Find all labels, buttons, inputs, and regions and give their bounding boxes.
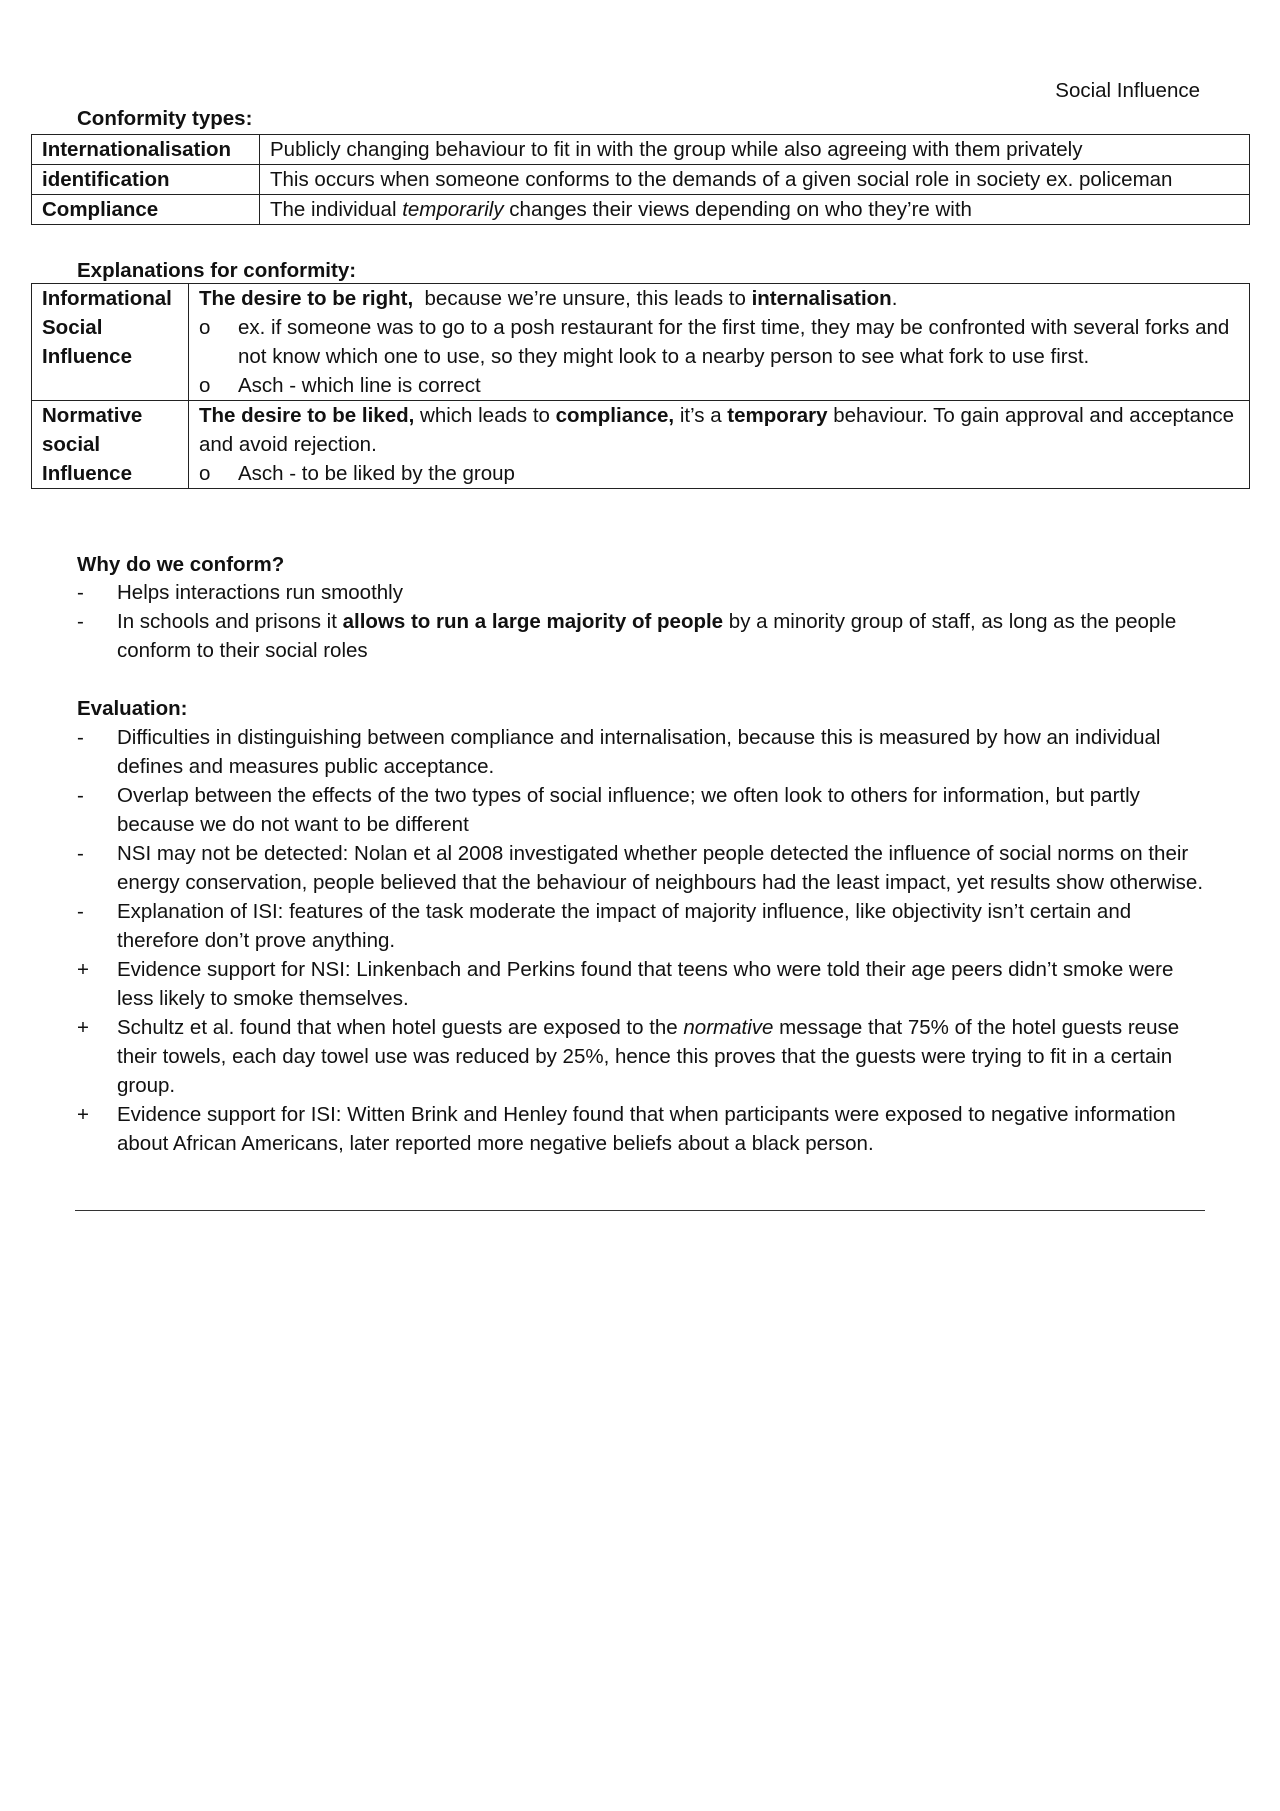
- explanation-lead: [199, 401, 1239, 459]
- definition-cell: [260, 195, 1250, 225]
- list-item: [199, 459, 1239, 488]
- bullet-text: Asch - to be liked by the group: [238, 462, 515, 485]
- table-row: [32, 165, 1250, 195]
- bullet-text: ex. if someone was to go to a posh restaurant for the first time, they may be confronted with several forks and not know which one to use, so they might look to a nearby person to see what fork to use first.: [238, 316, 1230, 368]
- plain-text: .: [891, 287, 898, 310]
- list-marker: -: [77, 581, 84, 604]
- item-text: by a minority group of staff, as long as the people conform to their social roles: [117, 610, 1177, 662]
- list-item: [199, 371, 1239, 400]
- list-marker: -: [77, 726, 84, 749]
- term-cell: identification: [32, 165, 260, 195]
- list-item: [77, 1100, 1207, 1158]
- table-row: [32, 135, 1250, 165]
- list-item: [77, 1013, 1207, 1100]
- item-text: In schools and prisons it: [117, 610, 343, 633]
- item-text: Evidence support for ISI: Witten Brink and Henley found that when participants were exposed to negative information about African Americans, later reported more negative beliefs about a black person.: [117, 1103, 1176, 1155]
- evaluation-heading: Evaluation:: [77, 697, 188, 720]
- list-marker: +: [77, 958, 89, 981]
- list-marker: -: [77, 900, 84, 923]
- term-cell: Compliance: [32, 195, 260, 225]
- list-item: [77, 607, 1207, 665]
- bullet-text: Asch - which line is correct: [238, 374, 481, 397]
- bold-text: The desire to be liked,: [199, 404, 415, 427]
- item-text: Difficulties in distinguishing between compliance and internalisation, because this is measured by how an individual defines and measures public acceptance.: [117, 726, 1161, 778]
- evaluation-list: [77, 723, 1207, 1158]
- term-cell: Normative social Influence: [32, 401, 189, 489]
- explanation-cell: [189, 401, 1250, 489]
- explanation-lead: [199, 284, 1239, 313]
- conformity-types-heading: Conformity types:: [77, 107, 253, 130]
- definition-cell: This occurs when someone conforms to the demands of a given social role in society ex. policeman: [260, 165, 1250, 195]
- list-item: [199, 313, 1239, 371]
- list-item: [77, 723, 1207, 781]
- list-item: [77, 897, 1207, 955]
- why-list: [77, 578, 1207, 665]
- plain-text: which leads to: [414, 404, 556, 427]
- list-marker: +: [77, 1016, 89, 1039]
- list-item: [77, 781, 1207, 839]
- why-heading: Why do we conform?: [77, 553, 285, 576]
- term-cell: Internationalisation: [32, 135, 260, 165]
- explanations-heading: Explanations for conformity:: [77, 259, 357, 282]
- table-row: [32, 284, 1250, 401]
- item-text: message that 75% of the hotel guests reuse their towels, each day towel use was reduced by 25%, hence this proves that the guests were trying to fit in a certain group.: [117, 1016, 1180, 1097]
- emphasis-text: normative: [683, 1016, 774, 1039]
- item-text: Overlap between the effects of the two types of social influence; we often look to others for information, but partly because we do not want to be different: [117, 784, 1140, 836]
- horizontal-rule: [75, 1210, 1205, 1211]
- item-text: Helps interactions run smoothly: [117, 581, 403, 604]
- item-text: Evidence support for NSI: Linkenbach and Perkins found that teens who were told their age peers didn’t smoke were less likely to smoke themselves.: [117, 958, 1174, 1010]
- list-item: [77, 839, 1207, 897]
- list-marker: -: [77, 842, 84, 865]
- bold-text: internalisation: [751, 287, 892, 310]
- bold-text: temporary: [727, 404, 828, 427]
- definition-cell: Publicly changing behaviour to fit in with the group while also agreeing with them privately: [260, 135, 1250, 165]
- plain-text: behaviour. To gain approval and acceptance and avoid rejection.: [199, 404, 1235, 456]
- list-marker: -: [77, 784, 84, 807]
- term-cell: Informational Social Influence: [32, 284, 189, 401]
- bullet-marker: o: [199, 374, 211, 397]
- explanation-cell: [189, 284, 1250, 401]
- running-header: Social Influence: [1055, 79, 1200, 102]
- bullet-marker: o: [199, 462, 211, 485]
- list-marker: +: [77, 1103, 89, 1126]
- table-row: [32, 195, 1250, 225]
- plain-text: it’s a: [674, 404, 728, 427]
- bullet-marker: o: [199, 316, 211, 339]
- item-text: Explanation of ISI: features of the task moderate the impact of majority influence, like objectivity isn’t certain and therefore don’t prove anything.: [117, 900, 1132, 952]
- explanations-table: [31, 283, 1250, 489]
- item-text: NSI may not be detected: Nolan et al 2008 investigated whether people detected the influence of social norms on their energy conservation, people believed that the behaviour of neighbours had the least impact, yet results show otherwise.: [117, 842, 1204, 894]
- list-marker: -: [77, 610, 84, 633]
- bold-text: The desire to be right,: [199, 287, 414, 310]
- list-item: [77, 955, 1207, 1013]
- definition-text: The individual: [270, 198, 403, 221]
- bold-text: compliance,: [555, 404, 675, 427]
- bold-text: allows to run a large majority of people: [342, 610, 724, 633]
- definition-text: changes their views depending on who they’re with: [503, 198, 972, 221]
- item-text: Schultz et al. found that when hotel guests are exposed to the: [117, 1016, 684, 1039]
- emphasis-text: temporarily: [402, 198, 504, 221]
- conformity-types-table: [31, 134, 1250, 225]
- plain-text: because we’re unsure, this leads to: [413, 287, 752, 310]
- table-row: [32, 401, 1250, 489]
- list-item: [77, 578, 1207, 607]
